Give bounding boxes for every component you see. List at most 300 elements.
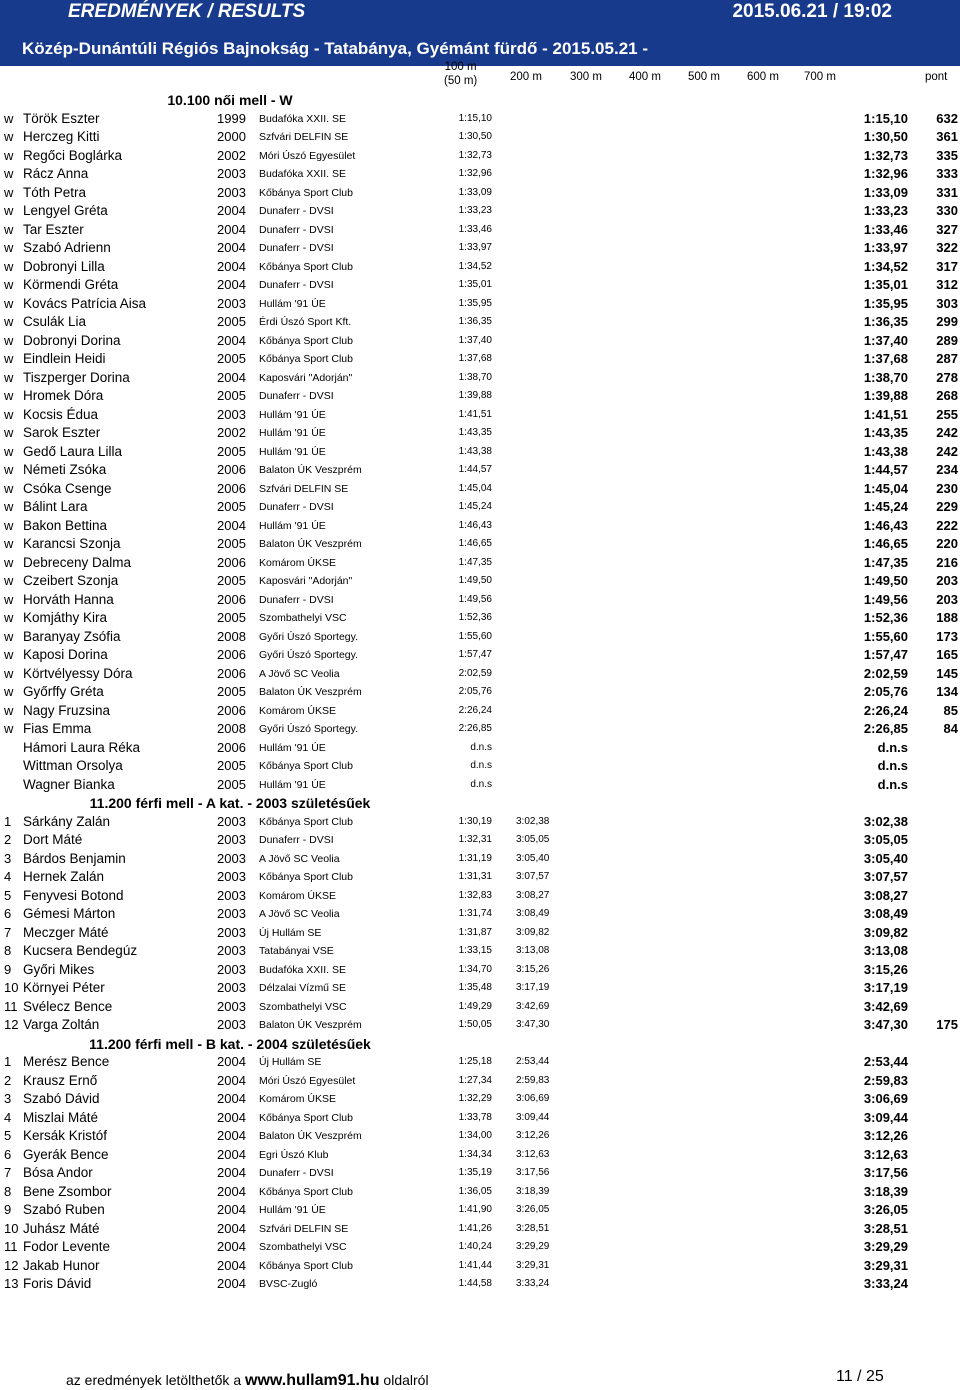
final-time: 1:49,56 — [863, 591, 908, 607]
split-100m: 1:49,29 — [458, 1000, 492, 1012]
swimmer-name: Fenyvesi Botond — [23, 887, 124, 903]
swimmer-name: Merész Bence — [23, 1054, 110, 1069]
club: Dunaferr - DVSI — [259, 205, 334, 217]
split-100m: 1:44,58 — [458, 1278, 492, 1289]
place: 8 — [4, 943, 12, 958]
final-time: 3:18,39 — [863, 1183, 908, 1199]
result-row — [0, 888, 960, 906]
split-100m: 1:43,35 — [458, 427, 492, 438]
birth-year: 2003 — [217, 184, 246, 200]
swimmer-name: Gedő Laura Lilla — [23, 443, 123, 459]
club: Dunaferr - DVSI — [259, 501, 334, 513]
swimmer-name: Győri Mikes — [23, 961, 95, 977]
split-100m: 1:41,90 — [458, 1204, 492, 1215]
place: w — [4, 369, 14, 385]
result-row — [0, 1221, 960, 1239]
club: Dunaferr - DVSI — [259, 1167, 334, 1179]
birth-year: 2004 — [217, 1202, 246, 1217]
final-time: 1:33,97 — [863, 240, 908, 255]
birth-year: 2005 — [217, 536, 246, 551]
final-time: 2:26,85 — [863, 721, 908, 736]
place: w — [4, 203, 14, 218]
birth-year: 2003 — [217, 887, 246, 903]
birth-year: 2003 — [217, 961, 246, 977]
points: 203 — [936, 573, 958, 588]
result-row — [0, 832, 960, 850]
split-100m: 1:35,01 — [458, 279, 492, 290]
final-time: 3:33,24 — [863, 1276, 908, 1291]
final-time: 3:05,40 — [863, 850, 908, 866]
place: 9 — [4, 961, 12, 977]
swimmer-name: Juhász Máté — [23, 1220, 100, 1236]
final-time: d.n.s — [877, 776, 908, 792]
final-time: 3:26,05 — [863, 1202, 908, 1217]
birth-year: 2003 — [217, 406, 246, 422]
final-time: 1:52,36 — [863, 610, 908, 625]
birth-year: 2004 — [217, 517, 246, 533]
club: Szfvári DELFIN SE — [259, 482, 349, 495]
swimmer-name: Regőci Boglárka — [23, 147, 123, 163]
club: Szfvári DELFIN SE — [259, 131, 349, 143]
final-time: 1:32,73 — [863, 147, 908, 163]
col-header-100m: 100 m (50 m) — [444, 61, 478, 87]
points: 268 — [936, 388, 958, 403]
points: 216 — [936, 554, 958, 570]
split-100m: 1:33,46 — [458, 223, 492, 235]
final-time: 1:57,47 — [863, 647, 908, 662]
split-100m: 2:05,76 — [458, 686, 492, 697]
club: Tatabányai VSE — [259, 945, 334, 957]
birth-year: 2003 — [217, 850, 246, 866]
final-time: 1:45,04 — [863, 480, 908, 496]
split-100m: 1:34,52 — [458, 260, 492, 272]
birth-year: 2003 — [217, 832, 246, 847]
club: Dunaferr - DVSI — [259, 834, 334, 846]
final-time: 3:02,38 — [863, 813, 908, 829]
birth-year: 2005 — [217, 776, 246, 792]
final-time: 1:49,50 — [863, 573, 908, 588]
swimmer-name: Debreceny Dalma — [23, 554, 132, 570]
club: Móri Úszó Egyesület — [259, 1074, 356, 1087]
col-header-300m: 300 m — [570, 71, 602, 83]
split-100m: 1:33,78 — [458, 1111, 492, 1123]
event-title: 11.200 férfi mell - B kat. - 2004 születésűek — [89, 1035, 371, 1052]
place: 3 — [4, 1091, 12, 1106]
final-time: 1:41,51 — [863, 406, 908, 422]
result-row — [0, 499, 960, 517]
birth-year: 2003 — [217, 998, 246, 1014]
place: 12 — [4, 1257, 19, 1273]
place: w — [4, 425, 14, 440]
points: 299 — [936, 314, 958, 329]
swimmer-name: Bárdos Benjamin — [23, 850, 126, 866]
points: 242 — [936, 443, 958, 459]
place: w — [4, 221, 14, 237]
points: 242 — [936, 425, 958, 440]
birth-year: 2006 — [217, 480, 246, 496]
place: w — [4, 314, 14, 329]
club: Győri Úszó Sportegy. — [259, 649, 359, 661]
final-time: 1:43,35 — [863, 425, 908, 440]
final-time: 2:53,44 — [863, 1054, 908, 1069]
result-row — [0, 1276, 960, 1294]
club: Kőbánya Sport Club — [259, 353, 353, 365]
split-100m: 1:36,35 — [458, 316, 492, 327]
swimmer-name: Krausz Ernő — [23, 1072, 98, 1088]
place: 11 — [4, 1239, 18, 1254]
place: w — [4, 499, 14, 514]
site-link[interactable]: www.hullam91.hu — [245, 1372, 380, 1389]
swimmer-name: Szabó Ruben — [23, 1202, 105, 1217]
swimmer-name: Wagner Bianka — [23, 776, 115, 792]
points: 175 — [936, 1017, 958, 1032]
final-time: 3:08,27 — [863, 887, 908, 903]
birth-year: 2004 — [217, 1276, 246, 1291]
club: Kőbánya Sport Club — [259, 1185, 353, 1198]
final-time: 3:17,56 — [863, 1165, 908, 1180]
points: 330 — [936, 203, 958, 218]
swimmer-name: Környei Péter — [23, 980, 105, 995]
club: Kőbánya Sport Club — [259, 815, 353, 828]
place: w — [4, 702, 14, 718]
final-time: d.n.s — [877, 739, 908, 755]
points: 255 — [936, 406, 958, 422]
points: 220 — [936, 536, 958, 551]
final-time: 1:34,52 — [863, 258, 908, 274]
swimmer-name: Komjáthy Kira — [23, 610, 108, 625]
birth-year: 2004 — [217, 1220, 246, 1236]
points: 165 — [936, 647, 958, 662]
swimmer-name: Bene Zsombor — [23, 1183, 112, 1199]
final-time: 2:59,83 — [863, 1072, 908, 1088]
birth-year: 2003 — [217, 980, 246, 995]
birth-year: 2003 — [217, 813, 246, 829]
club: Kőbánya Sport Club — [259, 1259, 353, 1272]
final-time: 1:33,46 — [863, 221, 908, 237]
swimmer-name: Török Eszter — [23, 110, 100, 126]
place: w — [4, 517, 14, 533]
final-time: 3:47,30 — [863, 1017, 908, 1032]
birth-year: 2004 — [217, 1146, 246, 1162]
points: 289 — [936, 332, 958, 348]
place: 5 — [4, 887, 12, 903]
split-200m: 3:12,63 — [516, 1148, 550, 1160]
birth-year: 2006 — [217, 462, 246, 477]
swimmer-name: Kersák Kristóf — [23, 1128, 108, 1143]
birth-year: 2004 — [217, 221, 246, 237]
club: Kőbánya Sport Club — [259, 871, 353, 883]
result-row — [0, 555, 960, 573]
result-row — [0, 647, 960, 665]
birth-year: 2006 — [217, 739, 246, 755]
place: w — [4, 647, 14, 662]
birth-year: 2004 — [217, 1239, 246, 1254]
result-row — [0, 462, 960, 480]
place: w — [4, 443, 14, 459]
place: w — [4, 351, 14, 366]
place: w — [4, 277, 14, 292]
place: 4 — [4, 1109, 12, 1125]
club: Balaton ÚK Veszprém — [259, 686, 362, 698]
place: w — [4, 332, 14, 348]
swimmer-name: Baranyay Zsófia — [23, 628, 121, 644]
club: Győri Úszó Sportegy. — [259, 630, 359, 643]
split-200m: 3:07,57 — [516, 871, 550, 882]
final-time: 1:45,24 — [863, 499, 908, 514]
birth-year: 2004 — [217, 1072, 246, 1088]
birth-year: 2005 — [217, 573, 246, 588]
final-time: 1:44,57 — [863, 462, 908, 477]
birth-year: 2004 — [217, 1054, 246, 1069]
result-row — [0, 666, 960, 684]
split-100m: 1:33,15 — [458, 945, 492, 956]
final-time: 3:05,05 — [863, 832, 908, 847]
result-row — [0, 980, 960, 998]
final-time: 1:36,35 — [863, 314, 908, 329]
split-100m: 1:41,51 — [458, 408, 492, 420]
points: 303 — [936, 295, 958, 311]
club: Hullám '91 ÚE — [259, 445, 326, 458]
split-100m: 1:30,19 — [458, 815, 492, 827]
place: 10 — [4, 1220, 19, 1236]
points: 230 — [936, 480, 958, 496]
place: 6 — [4, 1146, 12, 1162]
swimmer-name: Rácz Anna — [23, 166, 89, 181]
split-200m: 3:12,26 — [516, 1130, 550, 1141]
place: w — [4, 147, 14, 163]
points: 333 — [936, 166, 958, 181]
final-time: 1:38,70 — [863, 369, 908, 385]
club: Dunaferr - DVSI — [259, 390, 334, 402]
result-row — [0, 703, 960, 721]
col-header-pont: pont — [925, 71, 948, 83]
place: w — [4, 110, 14, 126]
birth-year: 2005 — [217, 499, 246, 514]
swimmer-name: Meczger Máté — [23, 924, 109, 940]
result-row — [0, 296, 960, 314]
final-time: 3:08,49 — [863, 906, 908, 921]
result-row — [0, 1110, 960, 1128]
final-time: 3:29,31 — [863, 1257, 908, 1273]
swimmer-name: Nagy Fruzsina — [23, 702, 111, 718]
club: BVSC-Zugló — [259, 1278, 318, 1290]
result-row — [0, 1184, 960, 1202]
place: w — [4, 591, 14, 607]
swimmer-name: Dort Máté — [23, 832, 83, 847]
split-200m: 3:18,39 — [516, 1185, 550, 1197]
points: 85 — [943, 702, 958, 718]
club: Szombathelyi VSC — [259, 1000, 347, 1013]
final-time: 1:35,95 — [863, 295, 908, 311]
swimmer-name: Svélecz Bence — [23, 998, 113, 1014]
col-header-200m: 200 m — [510, 71, 542, 83]
split-200m: 3:13,08 — [516, 945, 550, 956]
place: 6 — [4, 906, 12, 921]
split-100m: 1:41,26 — [458, 1222, 492, 1234]
swimmer-name: Bakon Bettina — [23, 517, 108, 533]
split-100m: 1:33,23 — [458, 205, 492, 216]
points: 335 — [936, 147, 958, 163]
final-time: 1:43,38 — [863, 443, 908, 459]
split-200m: 3:09,82 — [516, 926, 550, 938]
split-100m: 1:37,68 — [458, 353, 492, 364]
split-100m: 1:30,50 — [458, 131, 492, 142]
club: Szombathelyi VSC — [259, 612, 347, 624]
split-200m: 3:17,19 — [516, 982, 550, 993]
birth-year: 2004 — [217, 1091, 246, 1106]
place: 8 — [4, 1183, 12, 1199]
result-row — [0, 1128, 960, 1146]
club: Egri Úszó Klub — [259, 1148, 329, 1161]
split-100m: 1:33,09 — [458, 186, 492, 198]
place: 7 — [4, 924, 12, 940]
swimmer-name: Kovács Patrícia Aisa — [23, 295, 147, 311]
place: 3 — [4, 850, 12, 866]
birth-year: 2004 — [217, 240, 246, 255]
final-time: 3:09,82 — [863, 924, 908, 940]
swimmer-name: Németi Zsóka — [23, 462, 107, 477]
split-100m: 1:25,18 — [458, 1056, 492, 1067]
club: Dunaferr - DVSI — [259, 242, 334, 254]
place: w — [4, 628, 14, 644]
club: Budafóka XXII. SE — [259, 168, 346, 180]
place: 4 — [4, 869, 12, 884]
final-time: 3:09,44 — [863, 1109, 908, 1125]
result-row — [0, 1091, 960, 1109]
place: 10 — [4, 980, 19, 995]
birth-year: 2005 — [217, 388, 246, 403]
place: 13 — [4, 1276, 19, 1291]
split-200m: 3:08,27 — [516, 889, 550, 901]
result-row — [0, 1147, 960, 1165]
split-100m: 1:49,50 — [458, 575, 492, 586]
swimmer-name: Szabó Dávid — [23, 1091, 100, 1106]
split-100m: 1:34,34 — [458, 1148, 492, 1160]
result-row — [0, 148, 960, 166]
split-100m: 1:32,31 — [458, 834, 492, 845]
birth-year: 2004 — [217, 369, 246, 385]
points: 287 — [936, 351, 958, 366]
club: Szombathelyi VSC — [259, 1241, 347, 1253]
club: Balaton ÚK Veszprém — [259, 1130, 362, 1142]
split-100m: 1:43,38 — [458, 445, 492, 457]
place: w — [4, 536, 14, 551]
split-200m: 3:08,49 — [516, 908, 550, 919]
result-row — [0, 629, 960, 647]
result-row — [0, 851, 960, 869]
header-banner — [0, 0, 960, 66]
split-200m: 3:15,26 — [516, 963, 550, 975]
club: Dunaferr - DVSI — [259, 279, 334, 291]
result-row — [0, 111, 960, 129]
final-time: 3:12,63 — [863, 1146, 908, 1162]
swimmer-name: Kocsis Édua — [23, 406, 99, 422]
place: w — [4, 610, 14, 625]
birth-year: 2003 — [217, 1017, 246, 1032]
result-row — [0, 943, 960, 961]
birth-year: 2006 — [217, 647, 246, 662]
points: 327 — [936, 221, 958, 237]
final-time: 1:46,43 — [863, 517, 908, 533]
result-row — [0, 962, 960, 980]
place: w — [4, 295, 14, 311]
club: Hullám '91 ÚE — [259, 1204, 326, 1216]
split-100m: 1:31,19 — [458, 852, 492, 864]
split-200m: 3:06,69 — [516, 1093, 550, 1104]
birth-year: 2006 — [217, 702, 246, 718]
club: Komárom ÚKSE — [259, 556, 337, 569]
split-200m: 3:29,29 — [516, 1241, 550, 1252]
place: w — [4, 573, 14, 588]
swimmer-name: Sarok Eszter — [23, 425, 101, 440]
points: 203 — [936, 591, 958, 607]
birth-year: 2003 — [217, 295, 246, 311]
points: 84 — [943, 721, 958, 736]
result-row — [0, 166, 960, 184]
swimmer-name: Hámori Laura Réka — [23, 739, 141, 755]
split-100m: 1:35,48 — [458, 982, 492, 993]
place: w — [4, 184, 14, 200]
result-row — [0, 999, 960, 1017]
club: Kaposvári "Adorján" — [259, 575, 353, 587]
split-100m: 1:32,29 — [458, 1093, 492, 1104]
place: 7 — [4, 1165, 12, 1180]
split-100m: 1:33,97 — [458, 242, 492, 253]
final-time: 1:46,65 — [863, 536, 908, 551]
swimmer-name: Miszlai Máté — [23, 1109, 99, 1125]
birth-year: 2003 — [217, 166, 246, 181]
club: Délzalai Vízmű SE — [259, 982, 346, 994]
split-100m: 2:26,85 — [458, 723, 492, 734]
swimmer-name: Tóth Petra — [23, 184, 87, 200]
result-row — [0, 518, 960, 536]
birth-year: 2004 — [217, 1257, 246, 1273]
place: w — [4, 129, 14, 144]
points: 173 — [936, 628, 958, 644]
result-row — [0, 906, 960, 924]
birth-year: 2004 — [217, 332, 246, 348]
split-100m: 1:31,87 — [458, 926, 492, 938]
club: Új Hullám SE — [259, 926, 322, 939]
points: 145 — [936, 665, 958, 681]
swimmer-name: Herczeg Kitti — [23, 129, 100, 144]
split-100m: d.n.s — [470, 741, 492, 753]
result-row — [0, 610, 960, 628]
club: Érdi Úszó Sport Kft. — [259, 316, 352, 328]
final-time: 2:05,76 — [863, 684, 908, 699]
swimmer-name: Körmendi Gréta — [23, 277, 119, 292]
split-100m: 1:31,74 — [458, 908, 492, 919]
birth-year: 2006 — [217, 591, 246, 607]
split-100m: 1:32,96 — [458, 168, 492, 179]
split-100m: 1:45,24 — [458, 501, 492, 512]
club: Balaton ÚK Veszprém — [259, 538, 362, 550]
split-100m: 1:52,36 — [458, 612, 492, 623]
split-100m: 1:49,56 — [458, 593, 492, 605]
birth-year: 2005 — [217, 758, 246, 773]
final-time: 1:15,10 — [863, 110, 908, 126]
result-row — [0, 684, 960, 702]
result-row — [0, 277, 960, 295]
split-100m: 1:35,95 — [458, 297, 492, 309]
birth-year: 2004 — [217, 258, 246, 274]
club: Szfvári DELFIN SE — [259, 1222, 349, 1235]
points: 331 — [936, 184, 958, 200]
split-100m: 1:41,44 — [458, 1259, 492, 1271]
result-row — [0, 314, 960, 332]
swimmer-name: Wittman Orsolya — [23, 758, 123, 773]
final-time: 1:30,50 — [863, 129, 908, 144]
